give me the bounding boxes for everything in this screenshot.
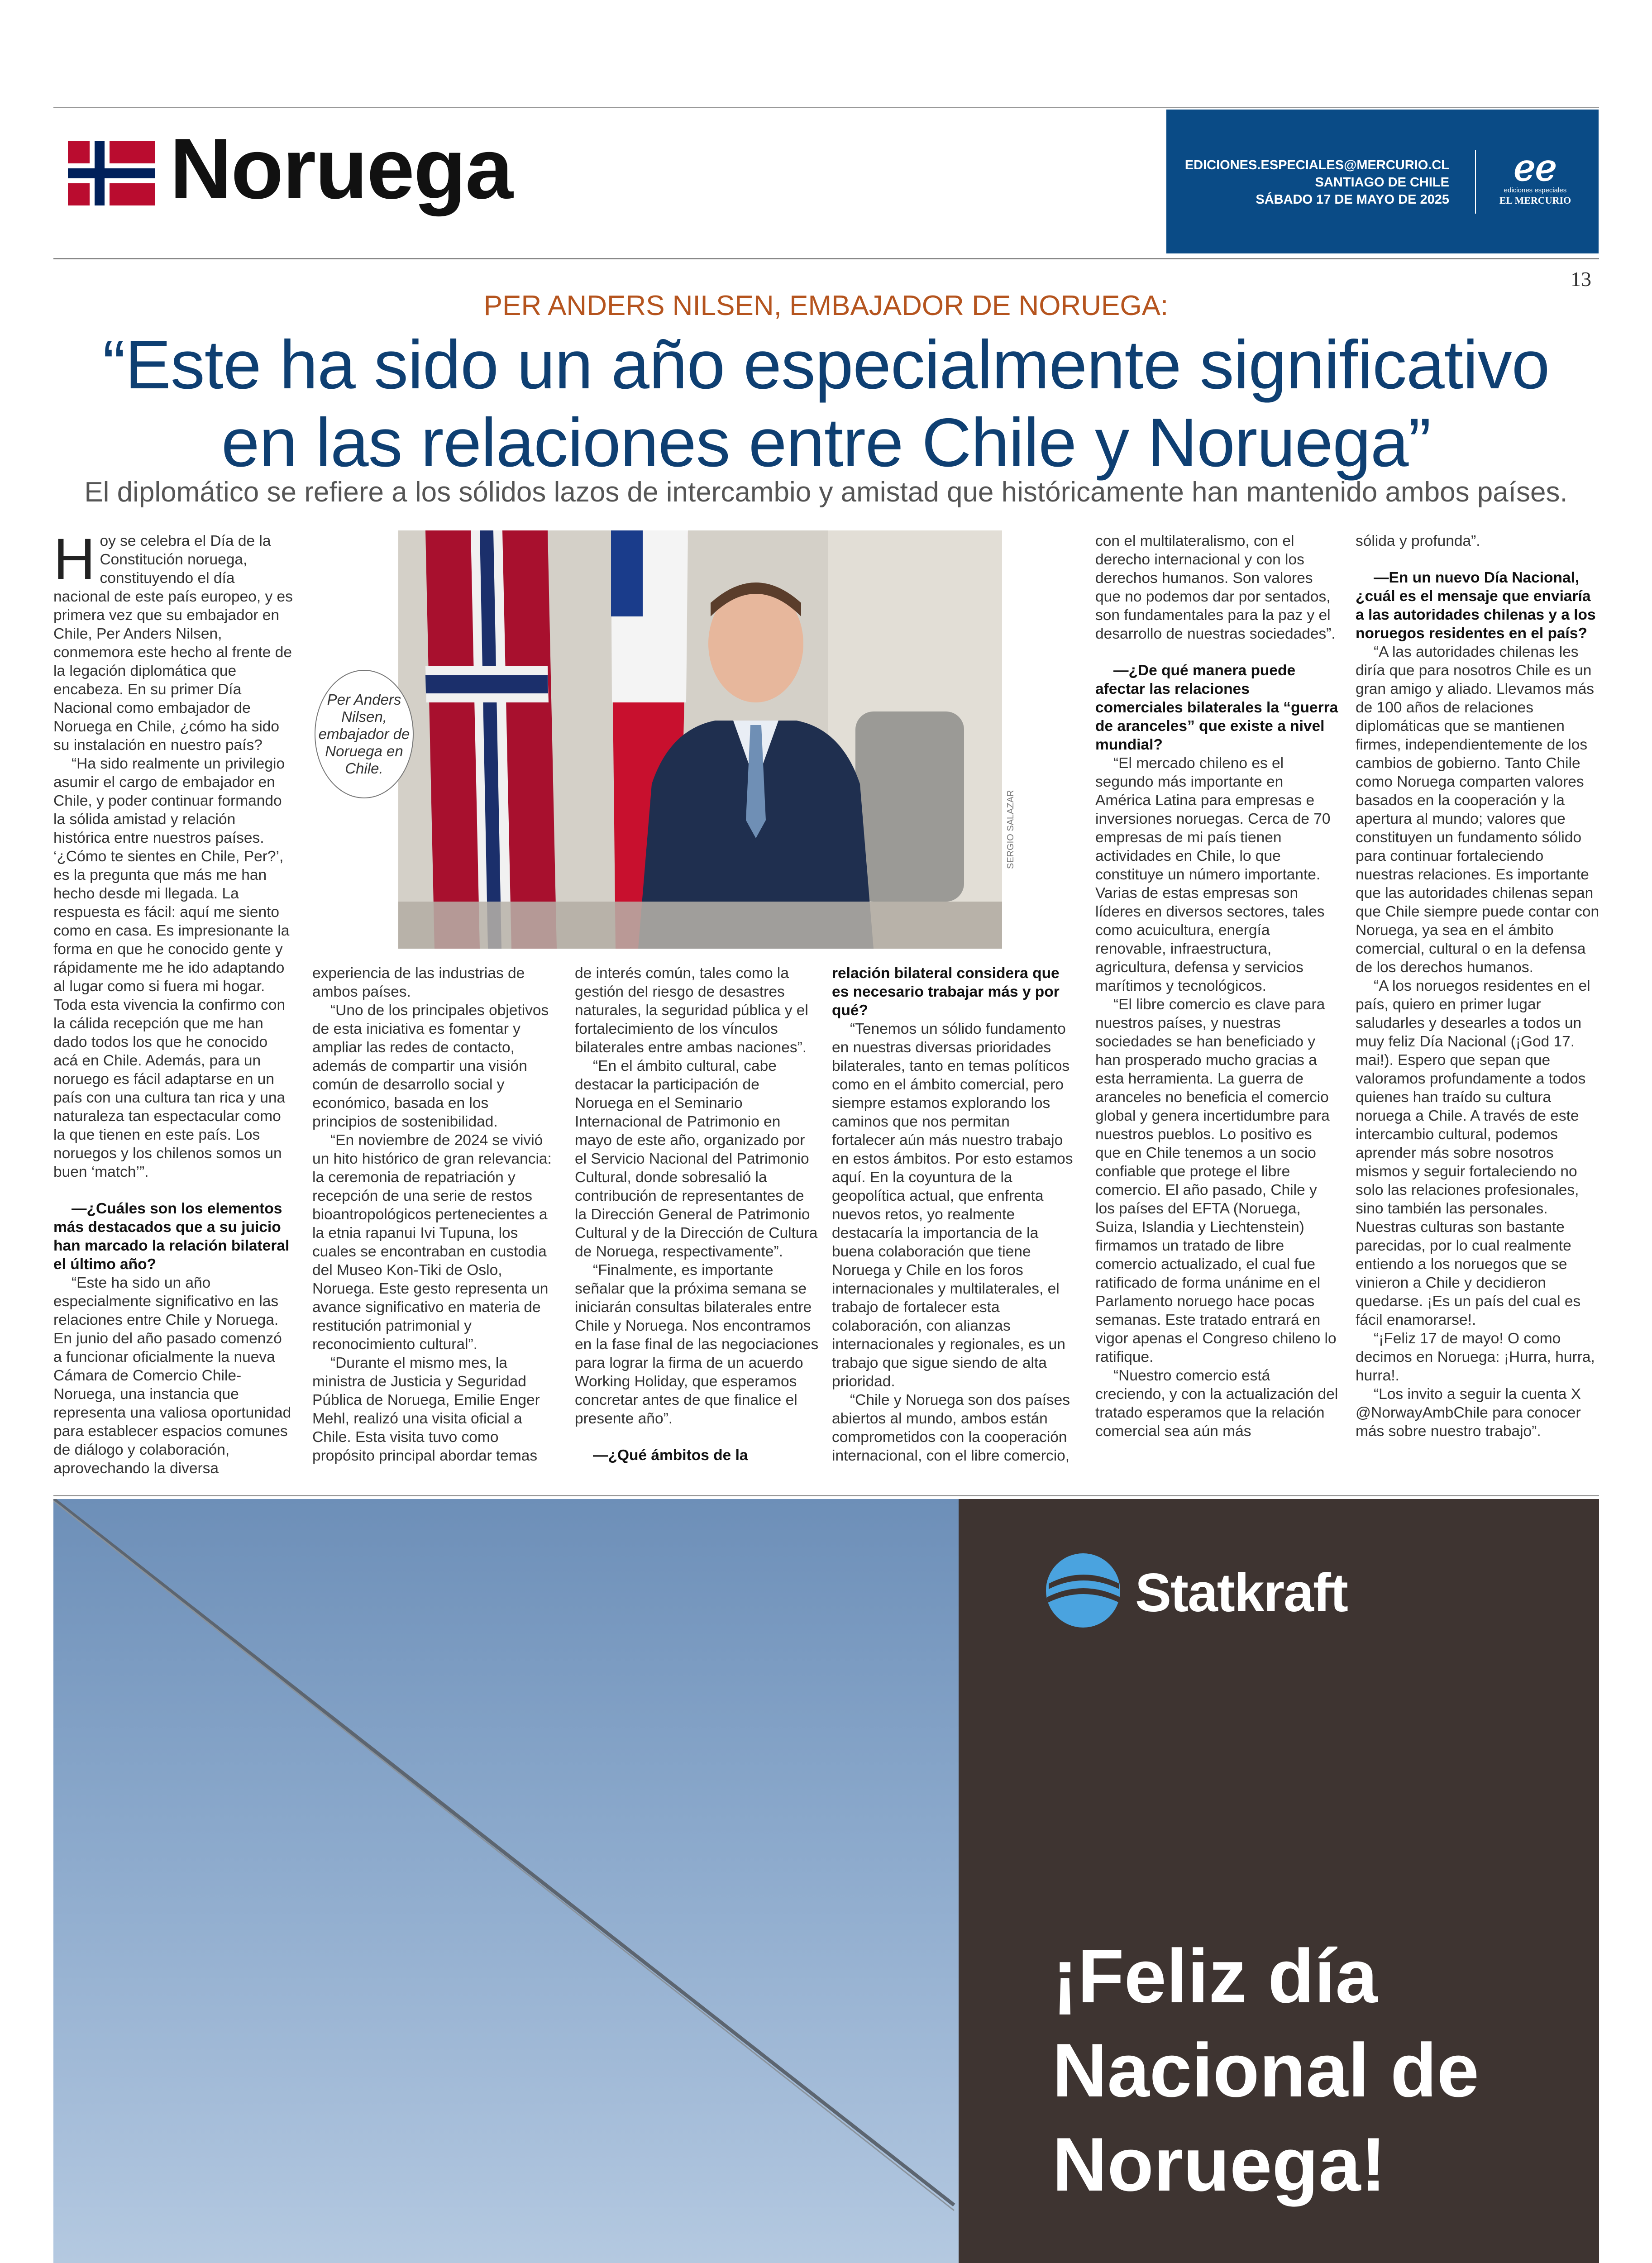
ad-rule bbox=[53, 1495, 1599, 1496]
ee-logo-icon: ℯℯ bbox=[1514, 148, 1557, 188]
ambassador-photo bbox=[398, 530, 1002, 949]
article-paragraph: “Chile y Noruega son dos países abiertos al mundo, ambos están comprometidos con la cooperación internacional, con el libre comercio, bbox=[832, 1392, 1070, 1464]
article-paragraph: “En el ámbito cultural, cabe destacar la participación de Noruega en el Seminario Internacional de Patrimonio en mayo de este año, organizado por el Servicio Nacional del Patrimonio Cultural, donde sobresalió la contribución de representantes de la Dirección General de Patrimonio Cultural y de la Dirección de Cultura de Noruega, respectivamente”. bbox=[575, 1058, 818, 1260]
article-paragraph: “En noviembre de 2024 se vivió un hito histórico de gran relevancia: la ceremonia de repatriación y recepción de una serie de restos bioantropológicos pertenecientes a la etnia rapanui Ivi Tupuna, los cuales se encontraban en custodia del Museo Kon-Tiki de Oslo, Noruega. Este gesto representa un avance significativo en materia de restitución patrimonial y reconocimiento cultural”. bbox=[312, 1132, 552, 1353]
statkraft-wave-icon bbox=[1042, 1552, 1124, 1629]
article-column-1 bbox=[53, 527, 293, 1478]
article-paragraph: de interés común, tales como la gestión del riesgo de desastres naturales, la seguridad pública y el fortalecimiento de los vínculos bilaterales entre ambas naciones”. bbox=[575, 965, 808, 1056]
interview-question: —¿Cuáles son los elementos más destacados que a su juicio han marcado la relación bilateral el último año? bbox=[53, 1200, 290, 1273]
article-paragraph: “A las autoridades chilenas les diría que para nosotros Chile es un gran amigo y aliado. Llevamos más de 100 años de relaciones diplomáticas que se mantienen firmes, independientemente de los cambios de gobierno. Tanto Chile como Noruega comparten valores basados en la cooperación y la apertura al mundo; valores que constituyen un fundamento sólido para continuar fortaleciendo nuestras relaciones. Es importante que las autoridades chilenas sepan que Chile siempre puede contar con Noruega, ya sea en el ámbito comercial, cultural o en la defensa de los derechos humanos. bbox=[1356, 644, 1599, 976]
article-paragraph: sólida y profunda”. bbox=[1356, 533, 1480, 549]
masthead-date: SÁBADO 17 DE MAYO DE 2025 bbox=[1256, 192, 1449, 207]
article-paragraph: “Nuestro comercio está creciendo, y con la actualización del tratado esperamos que la relación comercial sea aún más bbox=[1095, 1367, 1338, 1440]
article-paragraph: “Finalmente, es importante señalar que la próxima semana se iniciarán consultas bilaterales entre Chile y Noruega. Nos encontramos en la fase final de las negociaciones para lograr la firma de un acuerdo Working Holiday, que esperamos concretar antes de que finalice el presente año”. bbox=[575, 1262, 819, 1427]
page-number: 13 bbox=[1571, 267, 1591, 291]
turbine-blade-illustration bbox=[53, 1499, 959, 2263]
masthead-box bbox=[1166, 110, 1599, 253]
interview-question: —En un nuevo Día Nacional, ¿cuál es el mensaje que enviaría a las autoridades chilenas y a los noruegos residentes en el país? bbox=[1356, 569, 1596, 642]
interview-question: —¿Qué ámbitos de la bbox=[593, 1447, 748, 1464]
article-paragraph: “El mercado chileno es el segundo más importante en América Latina para empresas e inversiones noruegas. Cerca de 70 empresas de mi país tienen actividades en Chile, lo que constituye un número importante. Varias de estas empresas son líderes en diversos sectores, tales como acuicultura, energía renovable, infraestructura, agricultura, defensa y servicios marítimos y tecnológicos. bbox=[1095, 755, 1331, 994]
ad-headline-line-1: ¡Feliz día bbox=[1052, 1934, 1378, 2019]
ad-headline-line-3: Noruega! bbox=[1052, 2122, 1386, 2207]
article-paragraph: “Tenemos un sólido fundamento en nuestras diversas prioridades bilaterales, tanto en temas políticos como en el ámbito comercial, pero siempre estamos explorando los caminos que nos permitan fortalecer aún más nuestro trabajo en estos ámbitos. Por esto estamos aquí. En la coyuntura de la geopolítica actual, que enfrenta nuevos retos, yo realmente destacaría la importancia de la buena colaboración que tiene Noruega y Chile en los foros internacionales y multilaterales, el trabajo de fortalecer esta colaboración, con alianzas internacionales y regionales, es un trabajo que sigue siendo de alta prioridad. bbox=[832, 1021, 1073, 1390]
article-paragraph: “A los noruegos residentes en el país, quiero en primer lugar saludarles y desearles a todos un muy feliz Día Nacional (¡God 17. mai!). Espero que sepan que valoramos profundamente a todos quienes han traído su cultura noruega a Chile. A través de este intercambio cultural, podemos aprender más sobre nosotros mismos y seguir fortaleciendo no solo las relaciones profesionales, sino también las personales. Nuestras culturas son bastante parecidas, por lo cual realmente entiendo a los noruegos que se vinieron a Chile y decidieron quedarse. ¡Es un país del cual es fácil enamorarse!. bbox=[1356, 978, 1590, 1328]
headline-line-1: “Este ha sido un año especialmente significativo bbox=[102, 326, 1550, 403]
article-paragraph: “Los invito a seguir la cuenta X @NorwayAmbChile para conocer más sobre nuestro trabajo”. bbox=[1356, 1386, 1581, 1440]
article-paragraph: Hoy se celebra el Día de la Constitución noruega, constituyendo el día nacional de este país europeo, y es primera vez que su embajador en Chile, Per Anders Nilsen, conmemora este hecho al frente de la legación diplomática que encabeza. En su primer Día Nacional como embajador de Noruega en Chile, ¿cómo ha sido su instalación en nuestro país? bbox=[53, 527, 293, 754]
article-column-6 bbox=[1356, 532, 1600, 1441]
ad-headline-line-2: Nacional de bbox=[1052, 2028, 1479, 2113]
el-mercurio-logo bbox=[1483, 150, 1587, 218]
masthead-city: SANTIAGO DE CHILE bbox=[1315, 175, 1449, 190]
top-rule bbox=[53, 107, 1599, 108]
header-rule bbox=[53, 258, 1599, 259]
statkraft-advertisement[interactable] bbox=[53, 1499, 1599, 2263]
article-paragraph: con el multilateralismo, con el derecho internacional y con los derechos humanos. Son valores que no podemos dar por sentados, son fundamentales para la paz y el desarrollo de nuestras sociedades”. bbox=[1095, 533, 1336, 642]
article-paragraph: “El libre comercio es clave para nuestros países, y nuestras sociedades se han beneficiado y han prosperado mucho gracias a esta herramienta. La guerra de aranceles no beneficia el comercio global y genera incertidumbre para nuestros pueblos. Lo positivo es que en Chile tenemos a un socio confiable que protege el libre comercio. El año pasado, Chile y los países del EFTA (Noruega, Suiza, Islandia y Liechtenstein) firmamos un tratado de libre comercio actualizado, el cual fue ratificado de forma unánime en el Parlamento noruego hace pocas semanas. Este tratado entrará en vigor apenas el Congreso chileno lo ratifique. bbox=[1095, 996, 1337, 1365]
article-column-4 bbox=[832, 964, 1076, 1465]
masthead-email[interactable]: EDICIONES.ESPECIALES@MERCURIO.CL bbox=[1184, 158, 1449, 172]
headline-line-2: en las relaciones entre Chile y Noruega” bbox=[221, 404, 1431, 481]
brand-name: Statkraft bbox=[1135, 1562, 1347, 1623]
ad-headline bbox=[1052, 1929, 1595, 2211]
article-headline bbox=[0, 326, 1652, 482]
article-paragraph: “Uno de los principales objetivos de esta iniciativa es fomentar y ampliar las redes de contacto, además de compartir una visión común de desarrollo social y económico, basada en los principios de sostenibilidad. bbox=[312, 1002, 549, 1130]
photo-credit: SERGIO SALAZAR bbox=[1006, 790, 1016, 869]
article-paragraph: “Ha sido realmente un privilegio asumir el cargo de embajador en Chile, y poder continuar formando la sólida amistad y relación histórica entre nuestros países. ‘¿Cómo te sientes en Chile, Per?’, es la pregunta que más me han hecho desde mi llegada. La respuesta es fácil: aquí me siento como en casa. Es impresionante la forma en que he conocido gente y rápidamente me he ido adaptando al lugar como si fuera mi hogar. Toda esta vivencia la confirmo con la cálida recepción que me han dado todos los que he conocido acá en Chile. Además, para un noruego es fácil adaptarse en un país con una cultura tan rica y una naturaleza tan espectacular como la que tienen en este país. Los noruegos y los chilenos somos un buen ‘match’”. bbox=[53, 755, 290, 1180]
photo-caption: Per Anders Nilsen, embajador de Noruega en Chile. bbox=[315, 670, 414, 798]
article-column-3 bbox=[575, 964, 819, 1465]
article-kicker: PER ANDERS NILSEN, EMBAJADOR DE NORUEGA: bbox=[483, 290, 1169, 321]
article-paragraph: experiencia de las industrias de ambos países. bbox=[312, 965, 525, 1000]
norway-flag-icon bbox=[68, 141, 155, 205]
article-paragraph: “Durante el mismo mes, la ministra de Justicia y Seguridad Pública de Noruega, Emilie Enger Mehl, realizó una visita oficial a Chile. Esta visita tuvo como propósito principal abordar temas bbox=[312, 1355, 540, 1464]
logo-small-text: ediciones especiales bbox=[1504, 186, 1567, 194]
ambassador-photo-illustration bbox=[398, 530, 1002, 949]
interview-question: relación bilateral considera que es necesario trabajar más y por qué? bbox=[832, 965, 1060, 1019]
article-paragraph: “¡Feliz 17 de mayo! O como decimos en Noruega: ¡Hurra, hurra, hurra!. bbox=[1356, 1330, 1595, 1384]
article-paragraph: “Este ha sido un año especialmente significativo en las relaciones entre Chile y Noruega. En junio del año pasado comenzó a funcionar oficialmente la nueva Cámara de Comercio Chile-Noruega, una instancia que representa una valiosa oportunidad para establecer espacios comunes de diálogo y colaboración, aprovechando la diversa bbox=[53, 1275, 291, 1477]
sky-photo bbox=[53, 1499, 959, 2263]
article-column-2 bbox=[312, 964, 557, 1465]
drop-cap: H bbox=[53, 527, 95, 592]
article-column-5 bbox=[1095, 532, 1340, 1441]
section-title: Noruega bbox=[170, 121, 512, 217]
article-deck: El diplomático se refiere a los sólidos lazos de intercambio y amistad que históricamente han mantenido ambos países. bbox=[84, 477, 1568, 508]
masthead-divider bbox=[1475, 150, 1476, 214]
interview-question: —¿De qué manera puede afectar las relaciones comerciales bilaterales la “guerra de aranceles” que existe a nivel mundial? bbox=[1095, 662, 1338, 753]
logo-name: EL MERCURIO bbox=[1499, 195, 1571, 206]
